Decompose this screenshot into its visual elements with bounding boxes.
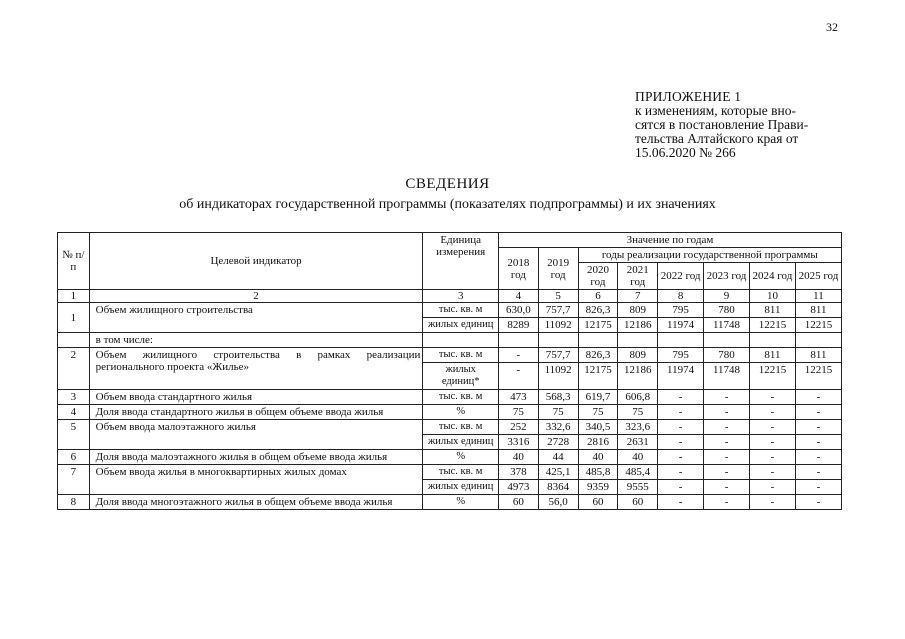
unit-cell: жилых единиц: [423, 480, 499, 495]
value-cell: -: [498, 363, 538, 390]
table-row: [58, 495, 842, 510]
value-cell: 11974: [658, 318, 704, 333]
value-cell: -: [704, 480, 750, 495]
value-cell: 12175: [578, 318, 618, 333]
value-cell: 826,3: [578, 348, 618, 363]
value-cell: [578, 333, 618, 348]
unit-cell: тыс. кв. м: [423, 465, 499, 480]
value-cell: 2728: [538, 435, 578, 450]
value-cell: 780: [704, 348, 750, 363]
column-number-cell: 10: [749, 290, 795, 303]
column-number-cell: 8: [658, 290, 704, 303]
value-cell: -: [658, 480, 704, 495]
appendix-line: 15.06.2020 № 266: [635, 145, 736, 160]
table-row: [58, 348, 842, 363]
value-cell: 332,6: [538, 420, 578, 435]
value-cell: 11974: [658, 363, 704, 390]
row-number: 3: [58, 390, 90, 405]
column-number-cell: 2: [89, 290, 423, 303]
value-cell: 378: [498, 465, 538, 480]
indicator-name: в том числе:: [89, 333, 423, 348]
column-number-cell: 3: [423, 290, 499, 303]
value-cell: -: [749, 495, 795, 510]
unit-cell: [423, 333, 499, 348]
value-cell: 811: [749, 348, 795, 363]
table-row: [58, 303, 842, 318]
value-cell: -: [749, 450, 795, 465]
value-cell: 568,3: [538, 390, 578, 405]
value-cell: 252: [498, 420, 538, 435]
value-cell: -: [658, 435, 704, 450]
value-cell: 340,5: [578, 420, 618, 435]
unit-cell: жилых единиц: [423, 435, 499, 450]
appendix-line: тельства Алтайского края от: [635, 131, 799, 146]
value-cell: -: [704, 420, 750, 435]
column-number-cell: 1: [58, 290, 90, 303]
row-number: 8: [58, 495, 90, 510]
document-heading: [0, 176, 905, 213]
value-cell: -: [795, 435, 841, 450]
column-number-row: [58, 290, 842, 303]
value-cell: -: [704, 405, 750, 420]
row-number: 6: [58, 450, 90, 465]
value-cell: 12215: [749, 318, 795, 333]
header-year-2024: 2024 год: [749, 263, 795, 290]
value-cell: -: [749, 480, 795, 495]
column-number-cell: 9: [704, 290, 750, 303]
column-number-cell: 5: [538, 290, 578, 303]
value-cell: 60: [498, 495, 538, 510]
value-cell: 811: [749, 303, 795, 318]
value-cell: -: [704, 435, 750, 450]
row-number: 5: [58, 420, 90, 450]
unit-cell: тыс. кв. м: [423, 303, 499, 318]
header-year-2025: 2025 год: [795, 263, 841, 290]
value-cell: 75: [578, 405, 618, 420]
value-cell: 4973: [498, 480, 538, 495]
page-number: 32: [826, 20, 838, 34]
value-cell: [795, 333, 841, 348]
value-cell: 44: [538, 450, 578, 465]
value-cell: -: [795, 405, 841, 420]
table-row: [58, 333, 842, 348]
value-cell: 60: [618, 495, 658, 510]
value-cell: [658, 333, 704, 348]
header-indicator: Целевой индикатор: [89, 233, 423, 290]
value-cell: 473: [498, 390, 538, 405]
value-cell: 2816: [578, 435, 618, 450]
value-cell: 12215: [749, 363, 795, 390]
value-cell: [538, 333, 578, 348]
unit-cell: тыс. кв. м: [423, 390, 499, 405]
table-row: [58, 465, 842, 480]
appendix-line: сятся в постановление Прави-: [635, 117, 809, 132]
value-cell: 9555: [618, 480, 658, 495]
header-year-2021: 2021 год: [618, 263, 658, 290]
unit-cell: %: [423, 450, 499, 465]
value-cell: 11092: [538, 318, 578, 333]
value-cell: 40: [498, 450, 538, 465]
value-cell: [618, 333, 658, 348]
value-cell: 485,8: [578, 465, 618, 480]
header-year-2018: 2018 год: [498, 248, 538, 290]
value-cell: 8364: [538, 480, 578, 495]
value-cell: 11092: [538, 363, 578, 390]
value-cell: 619,7: [578, 390, 618, 405]
value-cell: 757,7: [538, 303, 578, 318]
header-realization-years: годы реализации государственной программы: [578, 248, 841, 263]
value-cell: -: [658, 450, 704, 465]
value-cell: 75: [498, 405, 538, 420]
value-cell: -: [749, 435, 795, 450]
table-row: [58, 450, 842, 465]
value-cell: 795: [658, 348, 704, 363]
value-cell: -: [795, 390, 841, 405]
indicator-name: Объем ввода стандартного жилья: [89, 390, 423, 405]
unit-cell: жилых единиц: [423, 318, 499, 333]
header-unit: Единица измерения: [423, 233, 499, 290]
value-cell: 485,4: [618, 465, 658, 480]
indicator-name: Доля ввода малоэтажного жилья в общем объеме ввода жилья: [89, 450, 423, 465]
value-cell: 606,8: [618, 390, 658, 405]
header-year-2020: 2020 год: [578, 263, 618, 290]
unit-cell: %: [423, 405, 499, 420]
value-cell: 40: [578, 450, 618, 465]
indicator-name: Объем жилищного строительства в рамках реализации регионального проекта «Жилье»: [89, 348, 423, 390]
value-cell: -: [795, 480, 841, 495]
indicator-name: Объем ввода жилья в многоквартирных жилых домах: [89, 465, 423, 495]
value-cell: -: [658, 495, 704, 510]
document-title: СВЕДЕНИЯ: [405, 176, 490, 192]
value-cell: 40: [618, 450, 658, 465]
value-cell: -: [498, 348, 538, 363]
indicator-name: Объем ввода малоэтажного жилья: [89, 420, 423, 450]
value-cell: -: [795, 420, 841, 435]
value-cell: -: [658, 405, 704, 420]
value-cell: 323,6: [618, 420, 658, 435]
row-number: 4: [58, 405, 90, 420]
unit-cell: тыс. кв. м: [423, 348, 499, 363]
value-cell: -: [704, 495, 750, 510]
appendix-block: [635, 90, 845, 160]
unit-cell: тыс. кв. м: [423, 420, 499, 435]
value-cell: 12175: [578, 363, 618, 390]
row-number: 7: [58, 465, 90, 495]
value-cell: 811: [795, 348, 841, 363]
header-year-2019: 2019 год: [538, 248, 578, 290]
table-row: [58, 420, 842, 435]
unit-cell: %: [423, 495, 499, 510]
column-number-cell: 11: [795, 290, 841, 303]
value-cell: -: [658, 420, 704, 435]
value-cell: -: [749, 405, 795, 420]
value-cell: -: [795, 495, 841, 510]
indicator-name: Доля ввода многоэтажного жилья в общем объеме ввода жилья: [89, 495, 423, 510]
appendix-title: ПРИЛОЖЕНИЕ 1: [635, 89, 742, 104]
value-cell: 12215: [795, 318, 841, 333]
value-cell: -: [658, 390, 704, 405]
value-cell: 60: [578, 495, 618, 510]
value-cell: 3316: [498, 435, 538, 450]
value-cell: 811: [795, 303, 841, 318]
value-cell: 75: [538, 405, 578, 420]
value-cell: [749, 333, 795, 348]
value-cell: 425,1: [538, 465, 578, 480]
column-number-cell: 7: [618, 290, 658, 303]
indicator-name: Объем жилищного строительства: [89, 303, 423, 333]
column-number-cell: 6: [578, 290, 618, 303]
column-number-cell: 4: [498, 290, 538, 303]
value-cell: 630,0: [498, 303, 538, 318]
value-cell: 780: [704, 303, 750, 318]
value-cell: 795: [658, 303, 704, 318]
value-cell: -: [749, 465, 795, 480]
value-cell: [704, 333, 750, 348]
table-row: [58, 405, 842, 420]
value-cell: [498, 333, 538, 348]
row-number: 1: [58, 303, 90, 333]
unit-cell: жилых единиц*: [423, 363, 499, 390]
value-cell: -: [704, 465, 750, 480]
value-cell: 56,0: [538, 495, 578, 510]
value-cell: 12186: [618, 363, 658, 390]
value-cell: 75: [618, 405, 658, 420]
value-cell: 8289: [498, 318, 538, 333]
value-cell: -: [704, 450, 750, 465]
row-number: [58, 333, 90, 348]
value-cell: -: [795, 450, 841, 465]
indicators-table: [57, 232, 842, 510]
value-cell: -: [704, 390, 750, 405]
value-cell: 2631: [618, 435, 658, 450]
value-cell: 757,7: [538, 348, 578, 363]
value-cell: 809: [618, 303, 658, 318]
value-cell: -: [658, 465, 704, 480]
header-year-2022: 2022 год: [658, 263, 704, 290]
header-year-2023: 2023 год: [704, 263, 750, 290]
row-number: 2: [58, 348, 90, 390]
value-cell: 11748: [704, 318, 750, 333]
value-cell: -: [795, 465, 841, 480]
table-row: [58, 390, 842, 405]
value-cell: 12215: [795, 363, 841, 390]
indicator-name: Доля ввода стандартного жилья в общем объеме ввода жилья: [89, 405, 423, 420]
appendix-line: к изменениям, которые вно-: [635, 103, 796, 118]
value-cell: -: [749, 390, 795, 405]
header-values: Значение по годам: [498, 233, 841, 248]
value-cell: 809: [618, 348, 658, 363]
value-cell: 12186: [618, 318, 658, 333]
value-cell: 9359: [578, 480, 618, 495]
value-cell: 11748: [704, 363, 750, 390]
value-cell: 826,3: [578, 303, 618, 318]
document-subtitle: об индикаторах государственной программы (показателях подпрограммы) и их значениях: [179, 197, 716, 212]
header-num: № п/п: [58, 233, 90, 290]
value-cell: -: [749, 420, 795, 435]
